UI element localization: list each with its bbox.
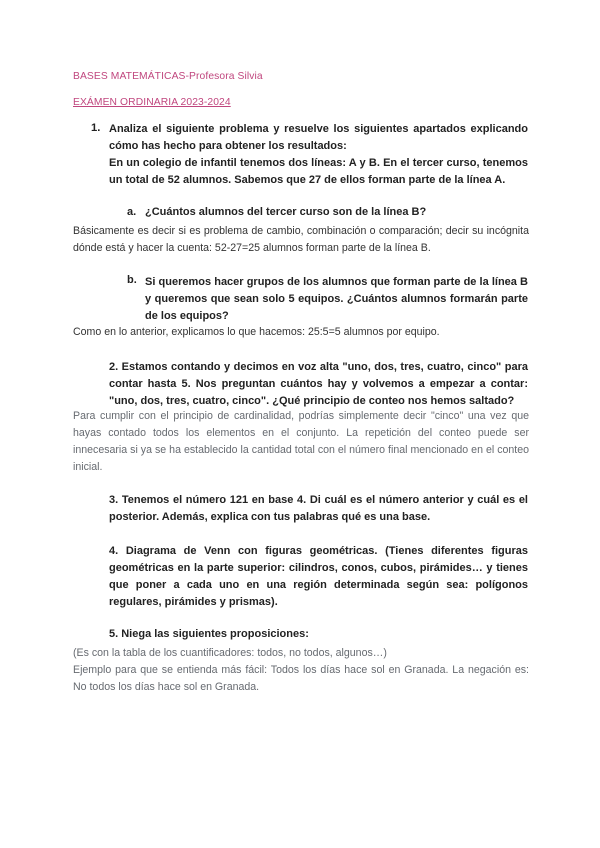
question-1-intro: Analiza el siguiente problema y resuelve los siguientes apartados explicando cómo has hecho para obtener los resultados: xyxy=(109,123,528,152)
question-1b-text: Si queremos hacer grupos de los alumnos que forman parte de la línea B y queremos que sean solo 5 equipos. ¿Cuántos alumnos formarán parte de los equipos? xyxy=(145,276,528,322)
exam-title: EXÁMEN ORDINARIA 2023-2024 xyxy=(73,97,231,108)
question-1-problem: En un colegio de infantil tenemos dos líneas: A y B. En el tercer curso, tenemos un total de 52 alumnos. Sabemos que 27 de ellos forman parte de la línea A. xyxy=(109,157,528,186)
question-4-text: 4. Diagrama de Venn con figuras geométricas. (Tienes diferentes figuras geométricas en la parte superior: cilindros, conos, cubos, pirámides… y tienes que poner a cada uno en una región determinada según sea: polígonos regulares, pirámides y prismas). xyxy=(109,545,528,608)
question-5-note: (Es con la tabla de los cuantificadores: todos, no todos, algunos…) xyxy=(73,647,387,659)
question-5-text: 5. Niega las siguientes proposiciones: xyxy=(109,628,309,640)
question-1b-label: b. xyxy=(127,274,137,286)
question-1b-answer: Como en lo anterior, explicamos lo que hacemos: 25:5=5 alumnos por equipo. xyxy=(73,326,440,338)
course-title: BASES MATEMÁTICAS-Profesora Silvia xyxy=(73,71,263,82)
question-1a-answer: Básicamente es decir si es problema de cambio, combinación o comparación; decir su incógnita dónde está y hacer la cuenta: 52-27=25 alumnos forman parte de la línea B. xyxy=(73,225,529,254)
question-5-example: Ejemplo para que se entienda más fácil: Todos los días hace sol en Granada. La negación es: No todos los días hace sol en Granada. xyxy=(73,664,529,693)
question-2-answer: Para cumplir con el principio de cardinalidad, podrías simplemente decir "cinco" una vez que hayas contado todos los elementos en el conjunto. La repetición del conteo puede ser innecesaria si ya se ha establecido la cantidad total con el número final mencionado en el conteo inicial. xyxy=(73,410,529,473)
question-2-text: 2. Estamos contando y decimos en voz alta "uno, dos, tres, cuatro, cinco" para contar hasta 5. Nos preguntan cuántos hay y volvemos a empezar a contar: "uno, dos, tres, cuatro, cinco". ¿Qué principio de conteo nos hemos saltado? xyxy=(109,361,528,407)
question-1a-text: ¿Cuántos alumnos del tercer curso son de la línea B? xyxy=(145,206,427,218)
question-1-number: 1. xyxy=(91,122,101,134)
question-1a-label: a. xyxy=(127,206,137,218)
question-3-text: 3. Tenemos el número 121 en base 4. Di cuál es el número anterior y cuál es el posterior. Además, explica con tus palabras qué es una base. xyxy=(109,494,528,523)
